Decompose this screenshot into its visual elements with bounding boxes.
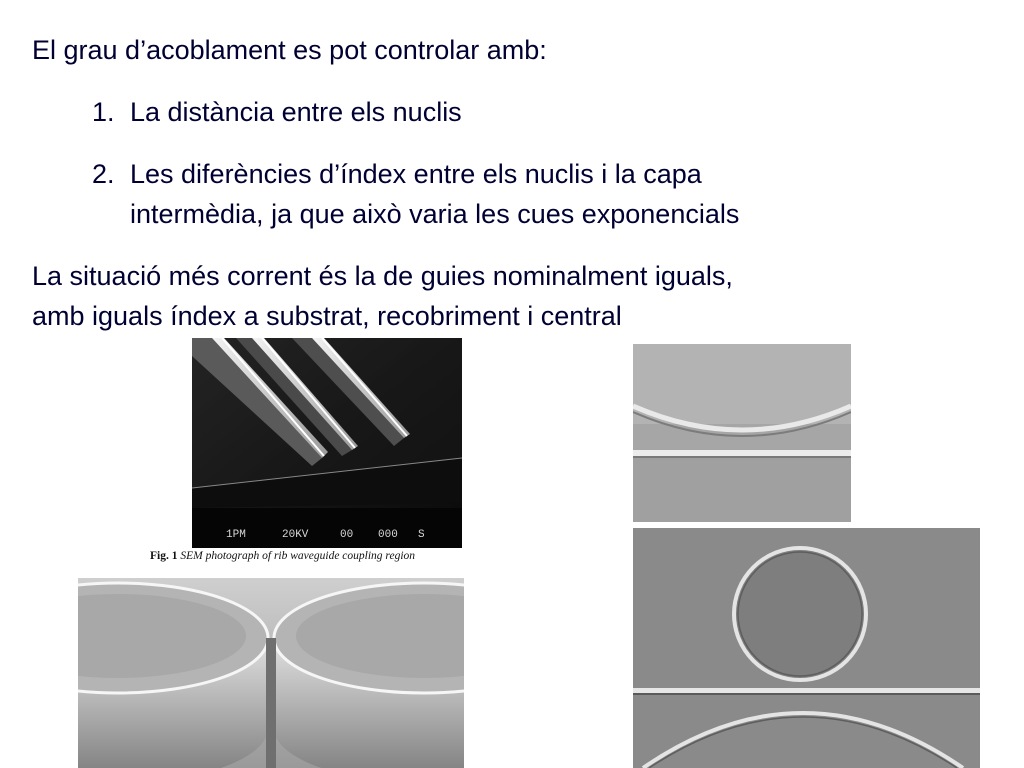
list-number-2: 2.	[92, 159, 115, 189]
sem-rib-waveguide-image	[192, 338, 462, 548]
microdisk-pair-image	[78, 578, 464, 768]
list-item-2-line-2: intermèdia, ja que això varia les cues exponencials	[130, 199, 740, 229]
sem-scale-text-3: 00	[340, 529, 354, 541]
list-number-1: 1.	[92, 97, 115, 127]
conclusion-line-1: La situació més corrent és la de guies nominalment iguals,	[32, 261, 733, 291]
ring-resonator-image	[633, 528, 980, 768]
sem-caption-text: SEM photograph of rib waveguide coupling region	[180, 550, 416, 562]
sem-scale-text-2: 20KV	[282, 529, 309, 541]
sem-scale-text-5: S	[418, 529, 425, 541]
sem-scale-text-4: 000	[378, 529, 398, 541]
conclusion-line-2: amb iguals índex a substrat, recobriment i central	[32, 301, 622, 331]
sem-scale-text-1: 1PM	[226, 529, 246, 541]
list-item-2-line-1: Les diferències d’índex entre els nuclis i la capa	[130, 159, 702, 189]
sem-caption-label: Fig. 1	[150, 550, 178, 562]
waveguide-coupler-image	[633, 344, 851, 522]
intro-text: El grau d’acoblament es pot controlar amb:	[32, 35, 547, 65]
list-item-1: La distància entre els nuclis	[130, 97, 462, 127]
sem-caption	[150, 550, 415, 562]
